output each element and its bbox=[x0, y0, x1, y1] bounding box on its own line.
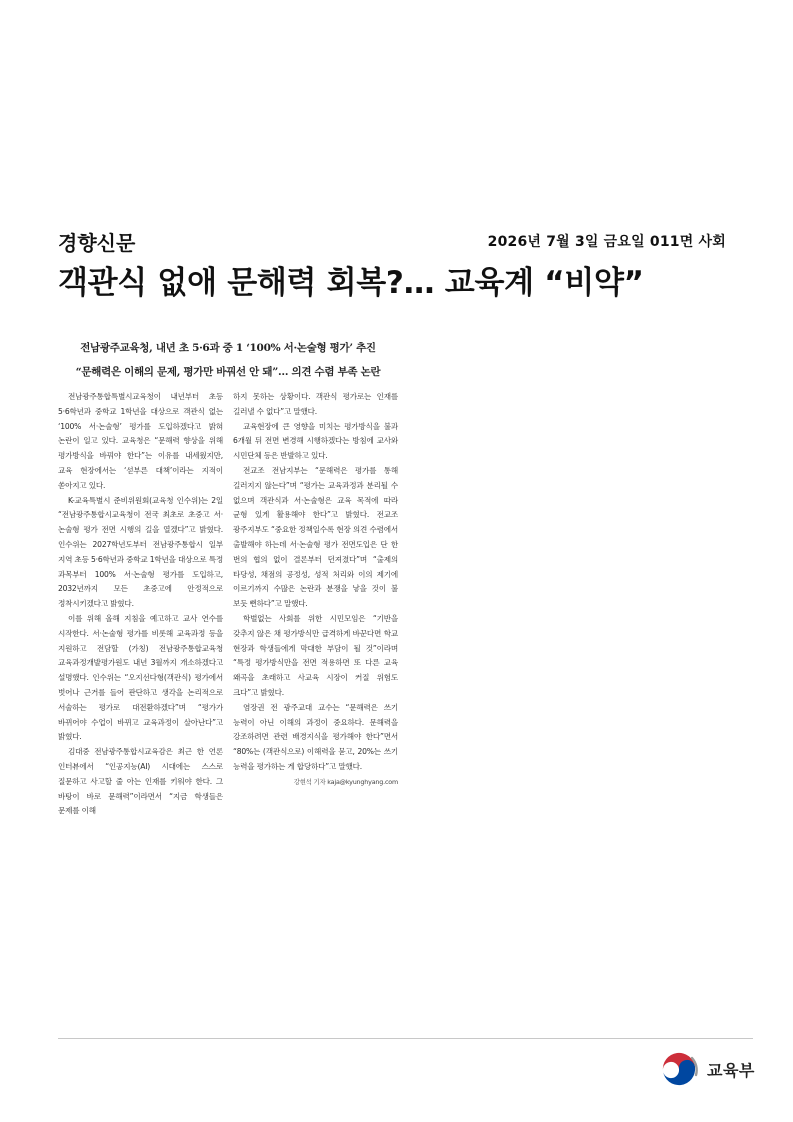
article-headline: 객관식 없애 문해력 회복?… 교육계 “비약” bbox=[58, 265, 644, 301]
paragraph: 전교조 전남지부는 “문해력은 평가를 통해 길러지지 않는다”며 “평가는 교육과정과 분리될 수 없으며 객관식과 서·논술형은 교육 목적에 따라 균형 있게 활용해야 한다”고 밝혔다. 전교조 광주지부도 “중요한 정책일수록 현장 의견 수렴에서 출발해야 하는데 서·논술형 평가 전면도입은 단 한 번의 협의 없이 결론부터 던져졌다”며 “출제의 타당성, 채점의 공정성, 성적 처리와 이의 제기에 이르기까지 수많은 논란과 분쟁을 낳을 것이 불 보듯 뻔하다”고 말했다. bbox=[233, 465, 398, 609]
masthead bbox=[58, 226, 726, 256]
newspaper-name: 경향신문 bbox=[58, 230, 136, 255]
taegeuk-emblem-icon bbox=[659, 1049, 699, 1089]
subheadline: 전남광주교육청, 내년 초 5·6과 중 1 ‘100% 서·논술형 평가’ 추진 bbox=[80, 342, 376, 354]
paragraph: 전남광주통합특별시교육청이 내년부터 초등 5·6학년과 중학교 1학년을 대상으로 객관식 없는 ‘100% 서·논술형’ 평가를 도입하겠다고 밝혀 논란이 일고 있다. 교육청은 “문해력 향상을 위해 평가방식을 바꿔야 한다”는 이유를 내세웠지만, 교육 현장에서는 ‘섣부른 대책’이라는 지적이 쏟아지고 있다. bbox=[58, 392, 223, 490]
article-column-left bbox=[58, 390, 223, 890]
subheadline: “문해력은 이해의 문제, 평가만 바꿔선 안 돼”… 의견 수렴 부족 논란 bbox=[75, 366, 381, 378]
article-body bbox=[58, 390, 398, 890]
article-column-right bbox=[233, 390, 398, 890]
subheadlines bbox=[58, 336, 398, 384]
reporter-email: kaja@kyunghyang.com bbox=[327, 777, 398, 786]
ministry-name: 교육부 bbox=[707, 1060, 755, 1080]
paragraph: 이를 위해 올해 지침을 예고하고 교사 연수를 시작한다. 서·논술형 평가를 비롯해 교육과정 등을 지원하고 전담할 (가칭) 전남광주통합교육청 교육과정개발평가원도 내년 3월까지 개소하겠다고 설명했다. 인수위는 “오지선다형(객관식) 평가에서 벗어나 근거를 들어 판단하고 생각을 논리적으로 서술하는 평가로 대전환하겠다”며 “평가가 바뀌어야 수업이 바뀌고 교육과정이 살아난다”고 밝혔다. bbox=[58, 613, 223, 742]
ministry-logo bbox=[659, 1049, 755, 1089]
byline bbox=[233, 777, 398, 787]
paragraph: 하지 못하는 상황이다. 객관식 평가로는 인재를 길러낼 수 없다”고 말했다. bbox=[233, 392, 398, 416]
paragraph: 김대중 전남광주통합시교육감은 최근 한 언론 인터뷰에서 “인공지능(AI) 시대에는 스스로 질문하고 사고할 줄 아는 인재를 키워야 한다. 그 바탕이 바로 문해력”이라면서 “지금 학생들은 문제를 이해 bbox=[58, 747, 223, 816]
paragraph: K-교육특별시 준비위원회(교육청 인수위)는 2일 “전남광주통합시교육청이 전국 최초로 초중고 서·논술형 평가 전면 시행의 길을 열겠다”고 밝혔다. 인수위는 2027학년도부터 전남광주통합시 일부 지역 초등 5·6학년과 중학교 1학년을 대상으로 특정 과목부터 100% 서·논술형 평가를 도입하고, 2032년까지 모든 초중고에 안정적으로 정착시키겠다고 밝혔다. bbox=[58, 495, 223, 609]
reporter-name: 강현석 기자 bbox=[293, 777, 326, 786]
footer-divider bbox=[58, 1038, 753, 1039]
paragraph: 학벌없는 사회를 위한 시민모임은 “기반을 갖추지 않은 채 평가방식만 급격하게 바꾼다면 학교 현장과 학생들에게 막대한 부담이 될 것”이라며 “특정 평가방식만을 전면 적용하면 또 다른 교육 왜곡을 초래하고 사교육 시장이 커질 위험도 크다”고 밝혔다. bbox=[233, 613, 398, 697]
paragraph: 교육현장에 큰 영향을 미치는 평가방식을 불과 6개월 뒤 전면 변경해 시행하겠다는 방침에 교사와 시민단체 등은 반발하고 있다. bbox=[233, 421, 398, 461]
paragraph: 염장권 전 광주교대 교수는 “문해력은 쓰기 능력이 아닌 이해의 과정이 중요하다. 문해력을 강조하려면 관련 배경지식을 평가해야 한다”면서 “80%는 (객관식으로) 이해력을 묻고, 20%는 쓰기 능력을 평가하는 게 합당하다”고 말했다. bbox=[233, 702, 398, 771]
edition-date: 2026년 7월 3일 금요일 011면 사회 bbox=[487, 234, 726, 250]
